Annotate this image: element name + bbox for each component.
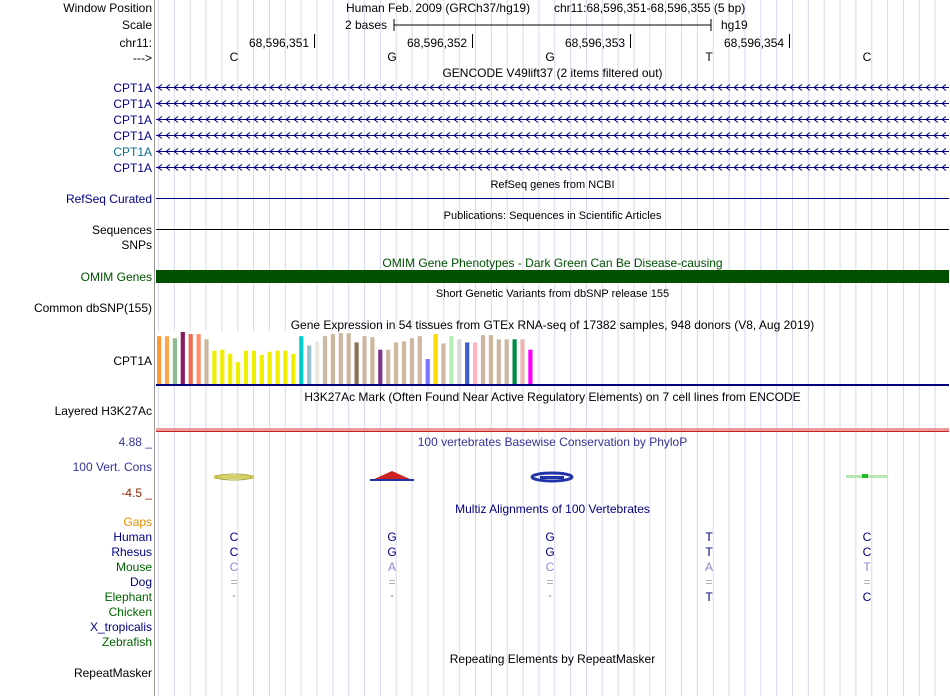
coord-4: 68,596,354 <box>724 36 785 50</box>
gtex-bar[interactable] <box>291 354 295 384</box>
multiz-species-label[interactable]: Mouse <box>115 560 152 574</box>
gtex-bar[interactable] <box>299 336 303 384</box>
gtex-bar[interactable] <box>528 350 532 384</box>
gtex-bar[interactable] <box>315 341 319 384</box>
h3k27ac-label[interactable]: Layered H3K27Ac <box>54 404 152 418</box>
multiz-species-label[interactable]: Chicken <box>108 605 152 619</box>
multiz-species-label[interactable]: Zebrafish <box>101 635 152 649</box>
multiz-base: C <box>862 590 872 604</box>
multiz-base: A <box>704 560 713 574</box>
multiz-base: C <box>862 545 872 559</box>
gtex-bar[interactable] <box>220 350 224 384</box>
gtex-bar[interactable] <box>347 333 351 384</box>
gtex-bar[interactable] <box>473 342 477 384</box>
multiz-species-label[interactable]: Dog <box>129 575 152 589</box>
phylop-glyph-4 <box>846 474 888 478</box>
gencode-item-2-label[interactable]: CPT1A <box>113 97 152 111</box>
gtex-bar[interactable] <box>457 339 461 384</box>
phylop-min-label: -4.5 _ <box>121 486 152 500</box>
ref-base-2: G <box>387 50 397 64</box>
gencode-item-4-feature[interactable] <box>156 131 949 140</box>
coord-tick-4 <box>789 34 790 48</box>
coord-tick-3 <box>630 34 631 48</box>
db-text: hg19 <box>721 18 748 32</box>
refseq-label[interactable]: RefSeq Curated <box>65 192 152 206</box>
multiz-base: G <box>545 545 555 559</box>
gtex-bar[interactable] <box>157 336 161 384</box>
coord-tick-2 <box>472 34 473 48</box>
multiz-base: A <box>387 560 396 574</box>
phylop-track-title[interactable]: 100 vertebrates Basewise Conservation by PhyloP <box>417 435 688 449</box>
gtex-bar[interactable] <box>481 335 485 384</box>
refseq-feature-line[interactable] <box>156 198 949 199</box>
gencode-item-1-feature[interactable] <box>156 83 949 92</box>
snps-label[interactable]: SNPs <box>121 238 152 252</box>
multiz-species-label[interactable]: Gaps <box>123 515 152 529</box>
omim-feature-bar[interactable] <box>156 270 949 283</box>
position-text: chr11:68,596,351-68,596,355 (5 bp) <box>554 1 746 15</box>
gtex-bar[interactable] <box>244 351 248 384</box>
gtex-bar[interactable] <box>173 338 177 384</box>
chrom-label: chr11: <box>119 36 152 50</box>
publications-track-title[interactable]: Publications: Sequences in Scientific Articles <box>443 210 662 222</box>
gtex-bar[interactable] <box>307 346 311 384</box>
multiz-base: - <box>548 591 552 602</box>
multiz-track-title[interactable]: Multiz Alignments of 100 Vertebrates <box>455 502 650 516</box>
multiz-base: = <box>863 575 871 589</box>
multiz-base: - <box>232 591 236 602</box>
gtex-track-title[interactable]: Gene Expression in 54 tissues from GTEx RNA-seq of 17382 samples, 948 donors (V8, Aug 2019) <box>290 318 815 332</box>
ref-base-3: G <box>545 50 555 64</box>
multiz-species-label[interactable]: Human <box>113 530 152 544</box>
multiz-base: C <box>229 545 239 559</box>
assembly-text: Human Feb. 2009 (GRCh37/hg19) <box>346 1 531 15</box>
multiz-base: - <box>390 591 394 602</box>
phylop-glyph-1 <box>214 474 254 480</box>
gtex-bar[interactable] <box>323 336 327 384</box>
gtex-bar[interactable] <box>283 351 287 384</box>
multiz-base: C <box>229 560 239 574</box>
multiz-base: = <box>388 575 396 589</box>
gtex-bar[interactable] <box>268 352 272 384</box>
repeatmasker-track-title[interactable]: Repeating Elements by RepeatMasker <box>449 652 656 666</box>
gtex-bar-chart[interactable] <box>156 331 536 384</box>
scale-label: Scale <box>121 18 152 32</box>
h3k27ac-track-title[interactable]: H3K27Ac Mark (Often Found Near Active Regulatory Elements) on 7 cell lines from ENCODE <box>304 390 801 404</box>
dbsnp-track-title[interactable]: Short Genetic Variants from dbSNP release 155 <box>435 288 670 300</box>
scale-bar <box>393 17 713 33</box>
multiz-species-label[interactable]: Rhesus <box>111 545 152 559</box>
window-position-label: Window Position <box>63 1 152 15</box>
multiz-base: = <box>705 575 713 589</box>
coord-1: 68,596,351 <box>249 36 310 50</box>
gtex-bar[interactable] <box>236 362 240 384</box>
gencode-item-1-label[interactable]: CPT1A <box>113 81 152 95</box>
multiz-base: = <box>546 575 554 589</box>
phylop-max-label: 4.88 _ <box>118 435 152 449</box>
multiz-base: = <box>230 575 238 589</box>
multiz-base: G <box>387 545 397 559</box>
h3k27ac-baseline <box>156 431 949 432</box>
strand-label: ---> <box>133 51 152 65</box>
gencode-item-5-label[interactable]: CPT1A <box>113 145 152 159</box>
gtex-bar[interactable] <box>355 342 359 384</box>
gtex-bar[interactable] <box>260 355 264 384</box>
coord-2: 68,596,352 <box>407 36 468 50</box>
gtex-bar[interactable] <box>489 335 493 384</box>
gencode-item-3-feature[interactable] <box>156 115 949 124</box>
gtex-bar[interactable] <box>331 334 335 384</box>
repeatmasker-label[interactable]: RepeatMasker <box>73 666 152 680</box>
gtex-bar[interactable] <box>449 336 453 384</box>
gtex-bar[interactable] <box>410 338 414 384</box>
ref-base-5: C <box>862 50 872 64</box>
phylop-label[interactable]: 100 Vert. Cons <box>72 460 152 474</box>
coord-tick-1 <box>314 34 315 48</box>
gtex-label[interactable]: CPT1A <box>113 354 152 368</box>
gtex-bar[interactable] <box>394 342 398 384</box>
ref-base-1: C <box>229 50 239 64</box>
multiz-base: G <box>387 530 397 544</box>
gtex-bar[interactable] <box>520 339 524 384</box>
gtex-bar[interactable] <box>497 339 501 384</box>
gtex-bar[interactable] <box>189 334 193 384</box>
gtex-bar[interactable] <box>465 342 469 384</box>
multiz-species-label[interactable]: X_tropicalis <box>89 620 152 634</box>
gtex-bar[interactable] <box>370 337 374 384</box>
multiz-base: G <box>545 530 555 544</box>
multiz-base: C <box>545 560 555 574</box>
gtex-bar[interactable] <box>386 350 390 384</box>
gtex-bar[interactable] <box>426 359 430 384</box>
gencode-item-6-feature[interactable] <box>156 163 949 172</box>
coord-3: 68,596,353 <box>565 36 626 50</box>
gtex-bar[interactable] <box>441 343 445 384</box>
multiz-base: C <box>229 530 239 544</box>
gencode-item-3-label[interactable]: CPT1A <box>113 113 152 127</box>
multiz-base: T <box>705 530 713 544</box>
gtex-gene-line <box>156 384 949 386</box>
gtex-bar[interactable] <box>505 339 509 384</box>
gtex-bar[interactable] <box>204 339 208 384</box>
gtex-bar[interactable] <box>212 351 216 384</box>
multiz-base: T <box>705 545 713 559</box>
gtex-bar[interactable] <box>252 351 256 384</box>
gtex-bar[interactable] <box>339 333 343 384</box>
multiz-base: T <box>705 590 713 604</box>
gencode-item-2-feature[interactable] <box>156 99 949 108</box>
publications-feature-line[interactable] <box>156 229 949 230</box>
gtex-bar[interactable] <box>181 332 185 384</box>
omim-label[interactable]: OMIM Genes <box>80 270 152 284</box>
omim-track-title[interactable]: OMIM Gene Phenotypes - Dark Green Can Be Disease-causing <box>382 256 723 270</box>
multiz-species-label[interactable]: Elephant <box>104 590 152 604</box>
phylop-glyph-2 <box>370 471 414 481</box>
dbsnp-label[interactable]: Common dbSNP(155) <box>33 301 152 315</box>
refseq-track-title[interactable]: RefSeq genes from NCBI <box>490 179 615 191</box>
gtex-bar[interactable] <box>276 351 280 384</box>
phylop-glyph-3 <box>532 473 572 481</box>
gencode-item-5-feature[interactable] <box>156 147 949 156</box>
gtex-bar[interactable] <box>362 336 366 384</box>
gtex-bar[interactable] <box>418 336 422 384</box>
multiz-base: C <box>862 530 872 544</box>
multiz-base: T <box>863 560 871 574</box>
gtex-bar[interactable] <box>197 334 201 384</box>
ref-base-4: T <box>705 50 713 64</box>
gtex-bar[interactable] <box>434 334 438 384</box>
label-separator <box>154 0 155 696</box>
publications-label[interactable]: Sequences <box>91 223 152 237</box>
gencode-track-title[interactable]: GENCODE V49lift37 (2 items filtered out) <box>442 66 663 80</box>
gencode-item-6-label[interactable]: CPT1A <box>113 161 152 175</box>
gtex-bar[interactable] <box>378 350 382 384</box>
gtex-bar[interactable] <box>228 354 232 384</box>
gtex-bar[interactable] <box>165 336 169 384</box>
scale-bar-text: 2 bases <box>345 18 388 32</box>
gtex-bar[interactable] <box>513 339 517 384</box>
gencode-item-4-label[interactable]: CPT1A <box>113 129 152 143</box>
phylop-glyphs[interactable] <box>156 466 949 486</box>
gtex-bar[interactable] <box>402 341 406 384</box>
